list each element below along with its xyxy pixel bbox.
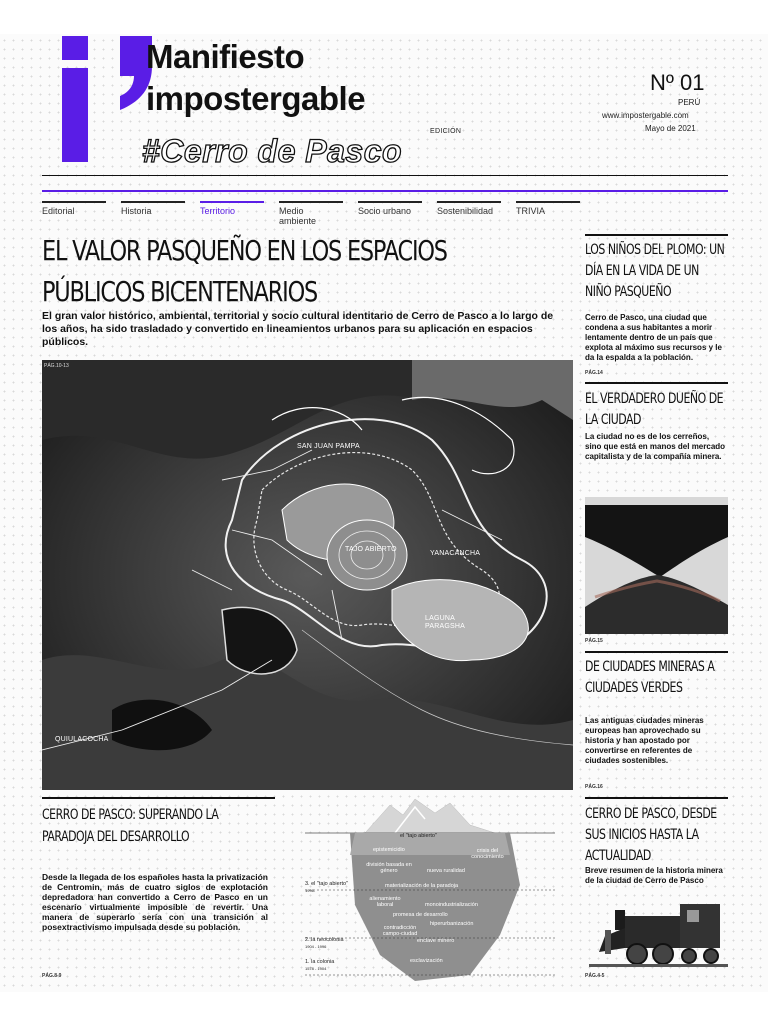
iceberg-term: nueva ruralidad xyxy=(427,868,465,874)
iceberg-stage-2: 2. la neocolonia xyxy=(305,937,344,943)
map-label-san-juan-pampa: SAN JUAN PAMPA xyxy=(297,443,360,450)
satellite-map-image xyxy=(42,360,573,790)
sidebar-story1-title[interactable]: LOS NIÑOS DEL PLOMO: UN DÍA EN LA VIDA DE UN NIÑO PASQUEÑO xyxy=(585,242,725,300)
sidebar-story1-page-ref: PÁG.14 xyxy=(585,370,603,376)
iceberg-term: promesa de desarrollo xyxy=(393,912,448,918)
map-label-tajo-abierto: TAJO ABIERTO xyxy=(345,546,397,553)
sidebar-divider-4 xyxy=(585,797,728,799)
masthead-title-line1: Manifiesto xyxy=(146,38,305,75)
iceberg-term: contradicción campo-ciudad xyxy=(382,925,418,937)
main-title-line2: PÚBLICOS BICENTENARIOS xyxy=(42,275,318,308)
nav-item-trivia[interactable]: TRIVIA xyxy=(516,201,580,216)
map-label-yanacancha: YANACANCHA xyxy=(430,550,481,557)
sidebar-story4-page-ref: PÁG.4-5 xyxy=(585,973,605,979)
sidebar-story2-title[interactable]: EL VERDADERO DUEÑO DE LA CIUDAD xyxy=(585,391,724,428)
bottom-story-page-ref: PÁG.8-9 xyxy=(42,973,62,979)
header-accent-divider xyxy=(42,190,728,192)
iceberg-stage-1-years: 1578 - 1904 xyxy=(305,966,327,971)
map-label-laguna-paragsha: LAGUNA PARAGSHA xyxy=(425,615,465,630)
nav-item-editorial[interactable]: Editorial xyxy=(42,201,106,216)
website-link[interactable]: www.impostergable.com xyxy=(602,111,689,120)
masthead-title-line2: impostergable xyxy=(146,80,366,117)
iceberg-term: hiperurbanización xyxy=(430,921,474,927)
iceberg-term: alienamiento laboral xyxy=(369,896,401,908)
nav-item-historia[interactable]: Historia xyxy=(121,201,185,216)
issue-number: Nº 01 xyxy=(650,70,705,95)
map-label-quiulacocha: QUIULACOCHA xyxy=(55,736,109,743)
inverted-city-image xyxy=(585,497,728,634)
sidebar-story2-page-ref: PÁG.15 xyxy=(585,638,603,644)
nav-item-medio-ambiente[interactable]: Medio ambiente xyxy=(279,201,343,226)
iceberg-stage-2-years: 1904 - 1996 xyxy=(305,944,327,949)
sidebar-story4-text: Breve resumen de la historia minera de la ciudad de Cerro de Pasco xyxy=(585,866,723,885)
iceberg-term: división basada en género xyxy=(366,862,412,874)
nav-item-socio-urbano[interactable]: Socio urbano xyxy=(358,201,422,216)
iceberg-stage-1: 1. la colonia xyxy=(305,959,335,965)
nav-item-sostenibilidad[interactable]: Sostenibilidad xyxy=(437,201,501,216)
bottom-story-text: Desde la llegada de los españoles hasta la privatización de Centromin, más de cuatro siglos de explotación depredadora han convertido a Cerro de Pasco en un escenario virtualmente imposible de revertir. Una manera de superarlo sería con una transición al posextractivismo impulsada desde su población. xyxy=(42,872,268,932)
iceberg-top-label: el "tajo abierto" xyxy=(400,833,437,839)
iceberg-term: materialización de la paradoja xyxy=(385,883,459,889)
section-nav xyxy=(42,201,582,226)
iceberg-term: crisis del conocimiento xyxy=(471,848,504,860)
sidebar-divider-3 xyxy=(585,651,728,653)
bottom-title-line2: PARADOJA DEL DESARROLLO xyxy=(42,829,190,845)
sidebar-story1-text: Cerro de Pasco, una ciudad que condena a sus habitantes a morir lentamente dentro de un país que explota al máximo sus recursos y le da la espalda a la población. xyxy=(585,313,722,362)
main-story-page-ref: PÁG.10-13 xyxy=(44,363,69,369)
sidebar-story3-title[interactable]: DE CIUDADES MINERAS A CIUDADES VERDES xyxy=(585,659,715,696)
bottom-story-title[interactable] xyxy=(42,804,276,848)
page-top-margin xyxy=(0,0,768,34)
bottom-title-line1: CERRO DE PASCO: SUPERANDO LA xyxy=(42,807,219,823)
sidebar-divider-2 xyxy=(585,382,728,384)
iceberg-term: esclavización xyxy=(410,958,443,964)
main-story-title[interactable] xyxy=(42,230,466,312)
iceberg-infographic xyxy=(295,795,565,985)
iceberg-stage-3: 3. el "tajo abierto" xyxy=(305,881,349,887)
main-title-line1: EL VALOR PASQUEÑO EN LOS ESPACIOS xyxy=(42,234,447,267)
satellite-map-graphic xyxy=(42,360,573,790)
sidebar-story3-page-ref: PÁG.16 xyxy=(585,784,603,790)
edition-label: EDICIÓN xyxy=(430,128,462,135)
issue-date: Mayo de 2021 xyxy=(645,124,696,133)
edition-hashtag: #Cerro de Pasco xyxy=(142,133,403,169)
sidebar-divider-1 xyxy=(585,234,728,236)
sidebar-story3-text: Las antiguas ciudades mineras europeas han aprovechado su historia y han apostado por convertirse en referentes de ciudades sostenibles. xyxy=(585,716,704,765)
sidebar-story2-text: La ciudad no es de los cerreños, sino que está en manos del mercado capitalista y de la compañía minera. xyxy=(585,432,726,461)
iceberg-term: monoindustrialización xyxy=(425,902,478,908)
main-story-lead: El gran valor histórico, ambiental, territorial y socio cultural identitario de Cerro de Pasco a lo largo de los años, ha sido trasladado y convertido en lineamientos urbanos para su aplicación en espacios públicos. xyxy=(42,310,554,348)
nav-item-territorio[interactable]: Territorio xyxy=(200,201,264,216)
sidebar-story4-title[interactable]: CERRO DE PASCO, DESDE SUS INICIOS HASTA LA ACTUALIDAD xyxy=(585,806,717,864)
bottom-story-divider xyxy=(42,797,275,799)
iceberg-term: enclave minero xyxy=(417,938,455,944)
iceberg-term: epistemicidio xyxy=(373,847,405,853)
header-divider xyxy=(42,175,728,176)
issue-country: PERÚ xyxy=(678,98,701,107)
locomotive-image xyxy=(585,896,728,971)
page-bottom-margin xyxy=(0,992,768,1024)
iceberg-stage-3-years: 1996- xyxy=(305,888,316,893)
